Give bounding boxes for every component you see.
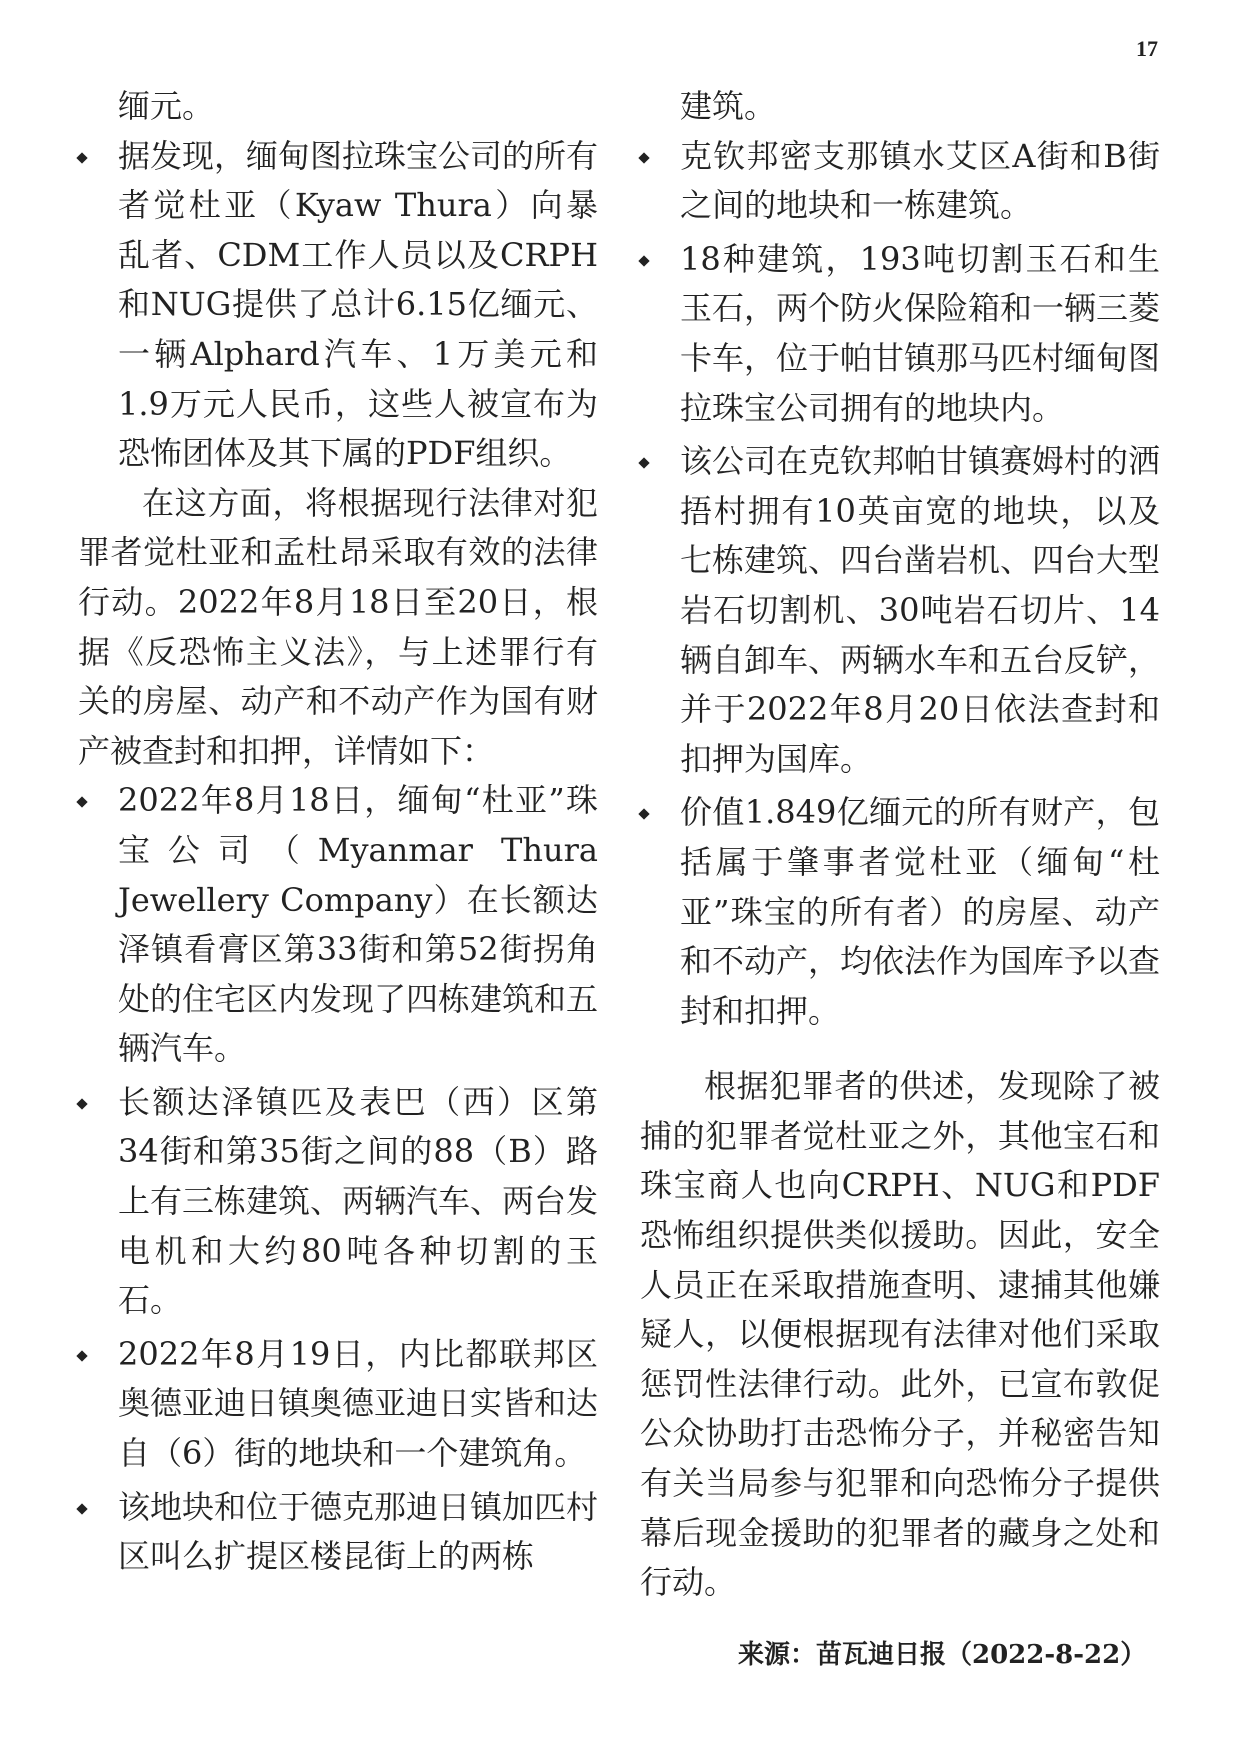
list-item-text: 该公司在克钦邦帕甘镇赛姆村的洒捂村拥有10英亩宽的地块，以及七栋建筑、四台凿岩机、四台大型岩石切割机、30吨岩石切片、14辆自卸车、两辆水车和五台反铲，并于2022年8月20日依法查封和扣押为国库。 xyxy=(680,442,1161,778)
list-item xyxy=(640,437,1160,784)
diamond-bullet-icon xyxy=(76,1503,87,1514)
list-item-text: 18种建筑，193吨切割玉石和生玉石，两个防火保险箱和一辆三菱卡车，位于帕甘镇那马匹村缅甸图拉珠宝公司拥有的地块内。 xyxy=(680,239,1161,427)
list-item-text: 2022年8月19日，内比都联邦区奥德亚迪日镇奥德亚迪日实皆和达自（6）街的地块和一个建筑角。 xyxy=(118,1334,599,1473)
right-bullet-list xyxy=(640,132,1160,1037)
list-item-text: 2022年8月18日，缅甸“杜亚”珠宝公司（Myanmar Thura Jewellery Company）在长额达泽镇看膏区第33街和第52街拐角处的住宅区内发现了四栋建筑和五辆汽车。 xyxy=(118,781,599,1068)
diamond-bullet-icon xyxy=(638,457,649,468)
left-bullet-list-bottom xyxy=(78,776,598,1582)
body-paragraph: 在这方面，将根据现行法律对犯罪者觉杜亚和孟杜昂采取有效的法律行动。2022年8月18日至20日，根据《反恐怖主义法》，与上述罪行有关的房屋、动产和不动产作为国有财产被查封和扣押，详情如下： xyxy=(78,483,598,770)
list-item xyxy=(78,776,598,1074)
right-continuation-text: 建筑。 xyxy=(680,87,777,125)
left-continuation-text: 缅元。 xyxy=(118,87,215,125)
list-item xyxy=(640,132,1160,231)
list-item-text: 据发现，缅甸图拉珠宝公司的所有者觉杜亚（Kyaw Thura）向暴乱者、CDM工作人员以及CRPH和NUG提供了总计6.15亿缅元、一辆Alphard汽车、1万美元和1.9万元人民币，这些人被宣布为恐怖团体及其下属的PDF组织。 xyxy=(118,136,599,473)
diamond-bullet-icon xyxy=(76,797,87,808)
list-item xyxy=(78,132,598,479)
list-item xyxy=(640,235,1160,433)
diamond-bullet-icon xyxy=(76,152,87,163)
left-bullet-list-top xyxy=(78,132,598,479)
diamond-bullet-icon xyxy=(638,152,649,163)
diamond-bullet-icon xyxy=(638,809,649,820)
diamond-bullet-icon xyxy=(76,1350,87,1361)
list-item xyxy=(78,1483,598,1582)
left-column xyxy=(78,82,598,1582)
list-item xyxy=(640,788,1160,1036)
list-item-text: 克钦邦密支那镇水艾区A街和B街之间的地块和一栋建筑。 xyxy=(680,136,1160,225)
page-number: 17 xyxy=(1136,36,1158,61)
body-paragraph: 根据犯罪者的供述，发现除了被捕的犯罪者觉杜亚之外，其他宝石和珠宝商人也向CRPH、NUG和PDF恐怖组织提供类似援助。因此，安全人员正在采取措施查明、逮捕其他嫌疑人，以便根据现有法律对他们采取惩罚性法律行动。此外，已宣布敦促公众协助打击恐怖分子，并秘密告知有关当局参与犯罪和向恐怖分子提供幕后现金援助的犯罪者的藏身之处和行动。 xyxy=(640,1067,1160,1602)
list-item xyxy=(78,1078,598,1326)
diamond-bullet-icon xyxy=(76,1098,87,1109)
list-item-text: 长额达泽镇匹及表巴（西）区第34街和第35街之间的88（B）路上有三栋建筑、两辆汽车、两台发电机和大约80吨各种切割的玉石。 xyxy=(118,1082,599,1320)
diamond-bullet-icon xyxy=(638,255,649,266)
right-column xyxy=(640,82,1160,1608)
list-item-text: 价值1.849亿缅元的所有财产，包括属于肇事者觉杜亚（缅甸“杜亚”珠宝的所有者）的房屋、动产和不动产，均依法作为国库予以查封和扣押。 xyxy=(680,793,1161,1030)
source-citation: 来源：苗瓦迪日报（2022-8-22） xyxy=(738,1640,1147,1670)
list-item-text: 该地块和位于德克那迪日镇加匹村区叫么扩提区楼昆街上的两栋 xyxy=(118,1487,599,1576)
list-item xyxy=(78,1330,598,1479)
